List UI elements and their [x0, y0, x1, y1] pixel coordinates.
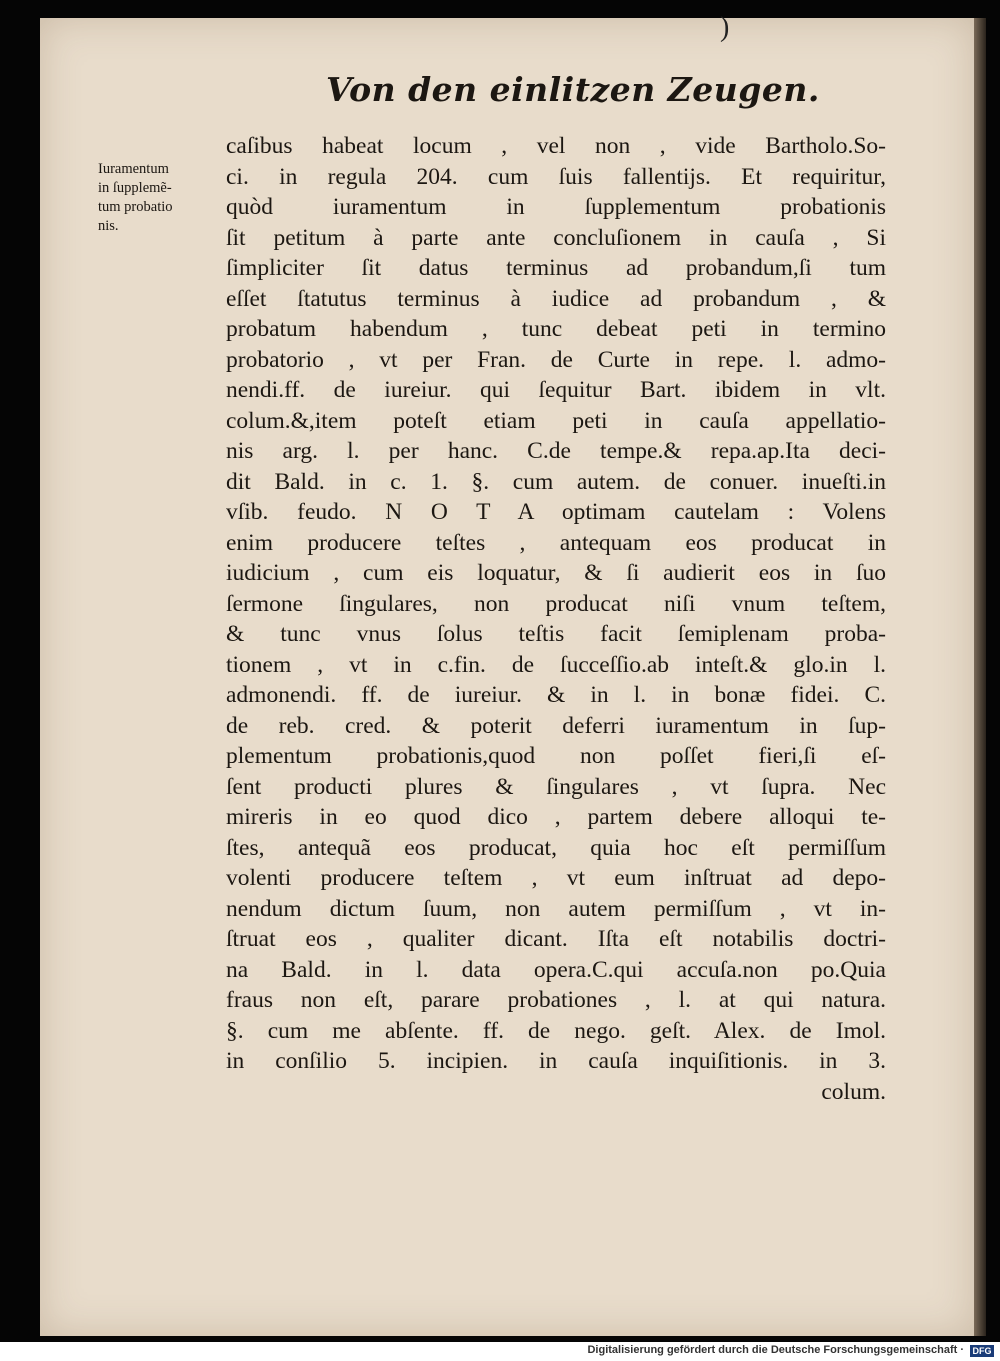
dfg-logo: DFG	[970, 1345, 994, 1357]
body-text	[226, 131, 886, 1107]
text-line: admonendi. ff. de iureiur. & in l. in bonæ fidei. C.	[226, 682, 886, 708]
text-line: plementum probationis,quod non poſſet fieri,ſi eſ-	[226, 743, 886, 769]
text-line: enim producere teſtes , antequam eos producat in	[226, 529, 886, 556]
marginal-note	[98, 160, 228, 236]
text-line: nendum dictum ſuum, non autem permiſſum , vt in-	[226, 895, 886, 922]
text-line: probatorio , vt per Fran. de Curte in repe. l. admo-	[226, 346, 886, 373]
text-line: ſermone ſingulares, non producat niſi vnum teſtem,	[226, 590, 886, 617]
text-line: & tunc vnus ſolus teſtis facit ſemiplenam proba-	[226, 621, 886, 647]
text-line: probatum habendum , tunc debeat peti in termino	[226, 316, 886, 342]
footer-bar	[0, 1342, 1000, 1361]
text-line: tionem , vt in c.fin. de ſucceſſio.ab inteſt.& glo.in l.	[226, 651, 886, 678]
text-line: na Bald. in l. data opera.C.qui accuſa.non po.Quia	[226, 956, 886, 983]
marginal-note-line: tum probatio	[98, 199, 173, 215]
text-line: caſibus habeat locum , vel non , vide Bartholo.So-	[226, 133, 886, 159]
text-line-catchword: colum.	[821, 1078, 886, 1105]
text-line: in conſilio 5. incipien. in cauſa inquiſitionis. in 3.	[226, 1048, 886, 1074]
text-line: de reb. cred. & poterit deferri iuramentum in ſup-	[226, 712, 886, 739]
text-line: ci. in regula 204. cum ſuis fallentijs. Et requiritur,	[226, 163, 886, 190]
funding-notice: Digitalisierung gefördert durch die Deutsche Forschungsgemeinschaft ·	[587, 1344, 964, 1356]
marginal-note-line: in ſupplemẽ-	[98, 180, 172, 196]
text-line: vſib. feudo. N O T A optimam cautelam : Volens	[226, 499, 886, 525]
text-line: dit Bald. in c. 1. §. cum autem. de conuer. inueſti.in	[226, 468, 886, 495]
marginal-note-line: nis.	[98, 218, 119, 234]
page-mark: )	[720, 12, 730, 43]
text-line: fraus non eſt, parare probationes , l. at qui natura.	[226, 987, 886, 1013]
text-line: quòd iuramentum in ſupplementum probationis	[226, 194, 886, 220]
text-line: ſtruat eos , qualiter dicant. Iſta eſt notabilis doctri-	[226, 926, 886, 952]
text-line: ſit petitum à parte ante concluſionem in cauſa , Si	[226, 224, 886, 251]
marginal-note-line: Iuramentum	[98, 161, 169, 177]
page-edge	[974, 18, 986, 1336]
text-line: mireris in eo quod dico , partem debere alloqui te-	[226, 804, 886, 830]
text-line: nis arg. l. per hanc. C.de tempe.& repa.ap.Ita deci-	[226, 438, 886, 464]
text-line: ſtes, antequã eos producat, quia hoc eſt permiſſum	[226, 834, 886, 861]
text-line: ſimpliciter ſit datus terminus ad probandum,ſi tum	[226, 255, 886, 281]
text-line: iudicium , cum eis loquatur, & ſi audierit eos in ſuo	[226, 560, 886, 586]
text-line: nendi.ff. de iureiur. qui ſequitur Bart. ibidem in vlt.	[226, 377, 886, 403]
text-line: ſent producti plures & ſingulares , vt ſupra. Nec	[226, 773, 886, 800]
running-head: Von den einlitzen Zeugen.	[326, 70, 820, 109]
text-line: eſſet ſtatutus terminus à iudice ad probandum , &	[226, 285, 886, 312]
text-line: volenti producere teſtem , vt eum inſtruat ad depo-	[226, 865, 886, 891]
text-line: §. cum me abſente. ff. de nego. geſt. Alex. de Imol.	[226, 1017, 886, 1044]
text-line: colum.&,item poteſt etiam peti in cauſa appellatio-	[226, 407, 886, 434]
